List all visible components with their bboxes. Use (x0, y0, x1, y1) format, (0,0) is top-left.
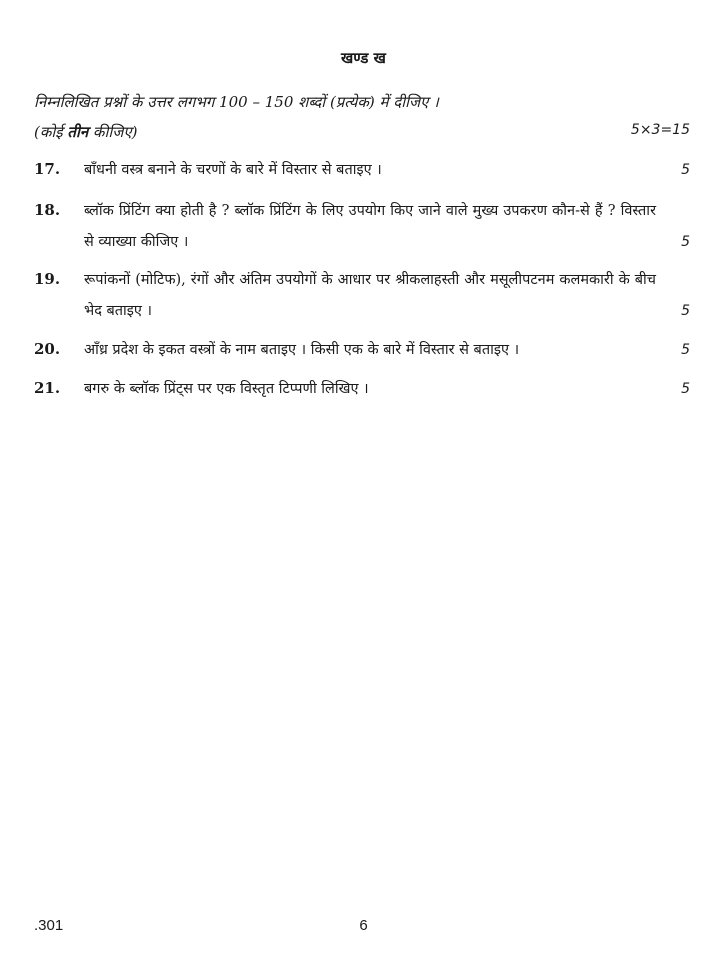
total-marks: 5×3=15 (630, 122, 690, 138)
question-text: बाँधनी वस्त्र बनाने के चरणों के बारे में विस्तार से बताइए । (84, 162, 382, 178)
instruction-choice-prefix: (कोई (34, 123, 68, 141)
question-marks: 5 (681, 303, 690, 319)
question-number: 21. (34, 379, 61, 397)
instruction-choice-suffix: कीजिए) (88, 123, 138, 141)
instruction-choice (34, 122, 138, 142)
instruction-line: निम्नलिखित प्रश्नों के उत्तर लगभग 100 – 150 शब्दों (प्रत्येक) में दीजिए । (34, 93, 439, 111)
question-number: 17. (34, 160, 61, 178)
question-marks: 5 (681, 234, 690, 250)
question-text: ब्लॉक प्रिंटिंग क्या होती है ? ब्लॉक प्रिंटिंग के लिए उपयोग किए जाने वाले मुख्य उपकरण कौन-से हैं ? विस्तार से व्याख्या कीजिए । (84, 203, 656, 250)
question-marks: 5 (681, 381, 690, 397)
question-number: 19. (34, 270, 61, 288)
question-number: 18. (34, 201, 61, 219)
question-marks: 5 (681, 162, 690, 178)
question-text: आँध्र प्रदेश के इकत वस्त्रों के नाम बताइए । किसी एक के बारे में विस्तार से बताइए । (84, 342, 520, 358)
question-text: रूपांकनों (मोटिफ), रंगों और अंतिम उपयोगों के आधार पर श्रीकलाहस्ती और मसूलीपटनम कलमकारी के बीच भेद बताइए । (84, 272, 656, 319)
paper-code: .301 (34, 917, 64, 934)
question-text: बगरु के ब्लॉक प्रिंट्स पर एक विस्तृत टिप्पणी लिखिए । (84, 381, 369, 397)
question-marks: 5 (681, 342, 690, 358)
section-heading: खण्ड ख (341, 49, 386, 67)
page-number: 6 (359, 917, 368, 934)
question-number: 20. (34, 340, 61, 358)
instruction-choice-count: तीन (67, 123, 89, 141)
